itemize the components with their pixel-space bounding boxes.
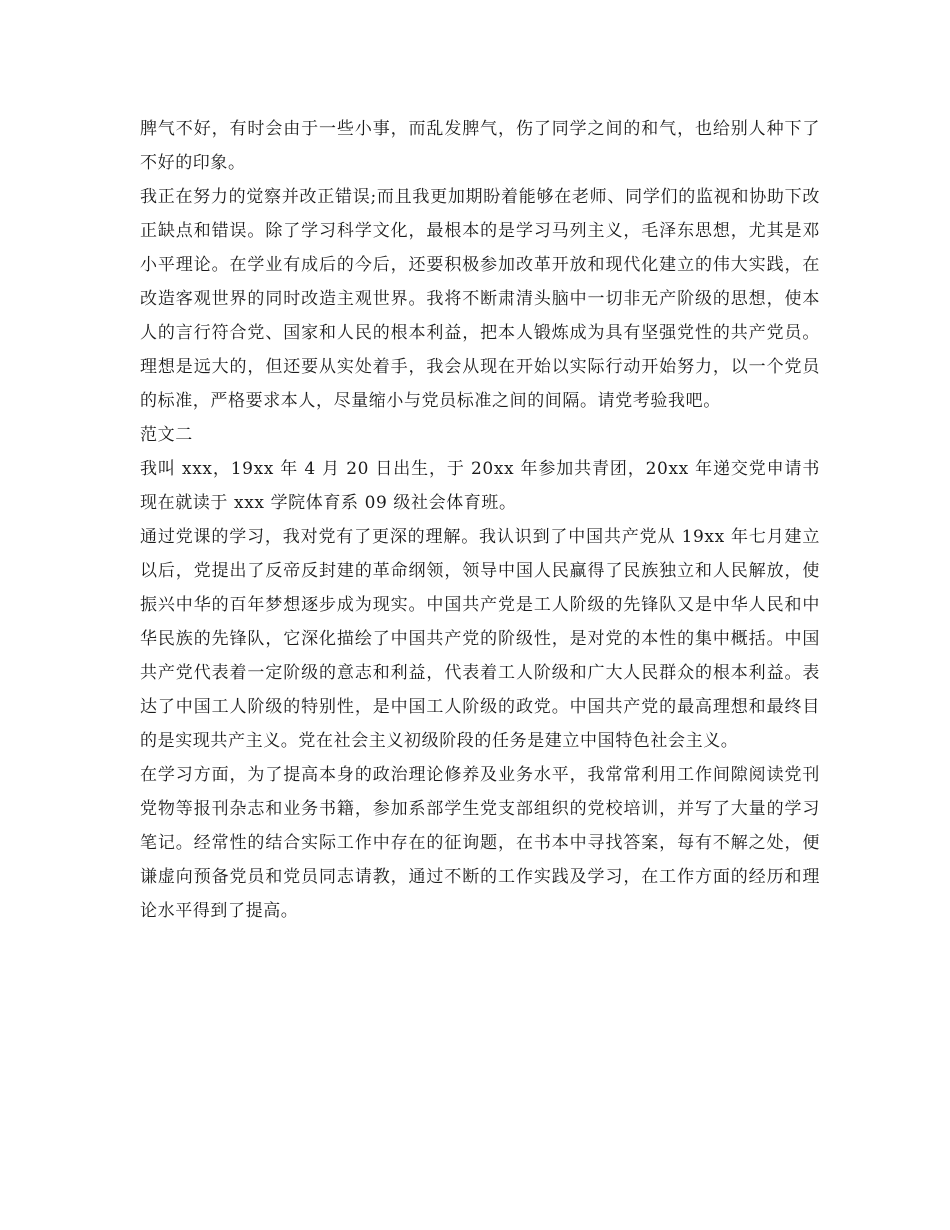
paragraph-party-course: 通过党课的学习，我对党有了更深的理解。我认识到了中国共产党从 19xx 年七月建立以后，党提出了反帝反封建的革命纲领，领导中国人民赢得了民族独立和人民解放，使振兴中华的百年梦想逐步成为现实。中国共产党是工人阶级的先锋队又是中华人民和中华民族的先锋队，它深化描绘了中国共产党的阶级性，是对党的本性的集中概括。中国共产党代表着一定阶级的意志和利益，代表着工人阶级和广大人民群众的根本利益。表达了中国工人阶级的特别性，是中国工人阶级的政党。中国共产党的最高理想和最终目的是实现共产主义。党在社会主义初级阶段的任务是建立中国特色社会主义。 [140,527,820,751]
paragraph-study: 在学习方面，为了提高本身的政治理论修养及业务水平，我常常利用工作间隙阅读党刊党物等报刊杂志和业务书籍，参加系部学生党支部组织的党校培训，并写了大量的学习笔记。经常性的结合实际工作中存在的征询题，在书本中寻找答案，每有不解之处，便谦虚向预备党员和党员同志请教，通过不断的工作实践及学习，在工作方面的经历和理论水平得到了提高。 [140,765,820,921]
paragraph-intro: 我叫 xxx，19xx 年 4 月 20 日出生，于 20xx 年参加共青团，20xx 年递交党申请书现在就读于 xxx 学院体育系 09 级社会体育班。 [140,459,820,513]
section-title: 范文二 [140,425,193,445]
document-body [140,112,820,928]
paragraph-temper: 脾气不好，有时会由于一些小事，而乱发脾气，伤了同学之间的和气，也给别人种下了不好的印象。 [140,119,820,173]
paragraph-correction: 我正在努力的觉察并改正错误;而且我更加期盼着能够在老师、同学们的监视和协助下改正缺点和错误。除了学习科学文化，最根本的是学习马列主义，毛泽东思想，尤其是邓小平理论。在学业有成后的今后，还要积极参加改革开放和现代化建立的伟大实践，在改造客观世界的同时改造主观世界。我将不断肃清头脑中一切非无产阶级的思想，使本人的言行符合党、国家和人民的根本利益，把本人锻炼成为具有坚强党性的共产党员。理想是远大的，但还要从实处着手，我会从现在开始以实际行动开始努力，以一个党员的标准，严格要求本人，尽量缩小与党员标准之间的间隔。请党考验我吧。 [140,187,820,411]
